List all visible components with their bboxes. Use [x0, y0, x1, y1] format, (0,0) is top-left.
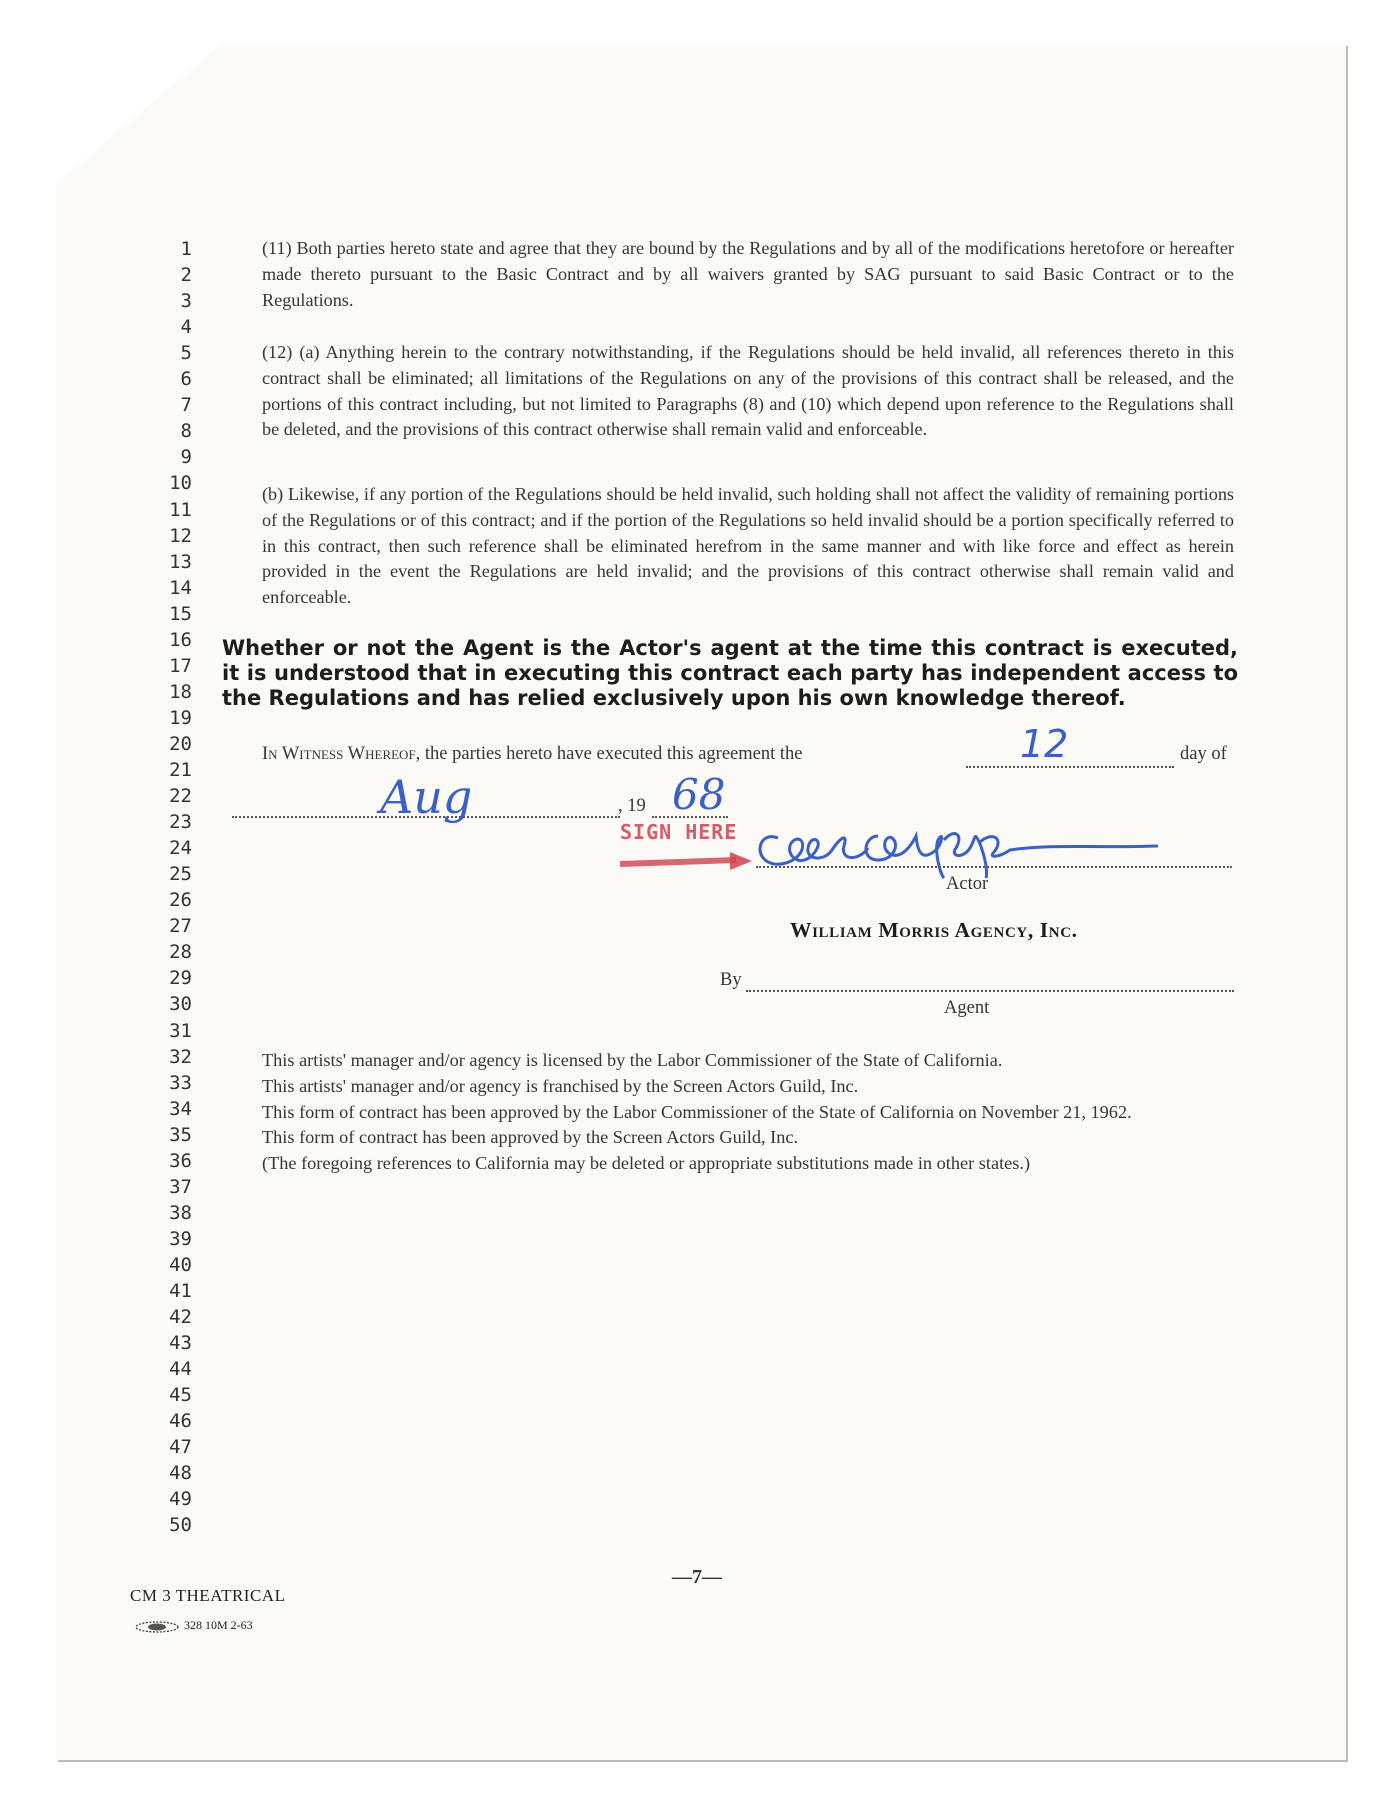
line-number: 34: [169, 1097, 192, 1120]
paragraph-12b-text: (b) Likewise, if any portion of the Regulations should be held invalid, such holding shall not affect the validity of remaining portions of the Regulations or of this contract; and if the portion of the Regulations so held invalid should be a portion specifically referred to in this contract, then such reference shall be eliminated herefrom in the same manner and with like force and effect as herein provided in the event the Regulations are held invalid; and the provisions of this contract otherwise shall remain valid and enforceable.: [262, 484, 1234, 608]
day-of-label: day of: [1180, 744, 1227, 764]
line-number: 40: [169, 1253, 192, 1276]
line-number: 46: [169, 1410, 192, 1433]
line-number: 4: [180, 316, 192, 339]
line-number: 30: [169, 993, 192, 1016]
line-number: 45: [169, 1384, 192, 1407]
line-number: 23: [169, 811, 192, 834]
notice-substitutions: (The foregoing references to California may be deleted or appropriate substitutions made in other states.): [262, 1153, 1031, 1174]
line-number: 29: [169, 967, 192, 990]
line-number: 9: [180, 446, 192, 469]
agency-name: William Morris Agency, Inc.: [790, 918, 1078, 942]
by-label: By: [720, 970, 742, 990]
line-number: 47: [169, 1436, 192, 1459]
line-number: 6: [180, 368, 192, 391]
line-number: 15: [169, 602, 192, 625]
licensing-notices: [262, 1048, 1234, 1177]
line-number: 13: [169, 550, 192, 573]
notice-sag-approval: This form of contract has been approved by the Screen Actors Guild, Inc.: [262, 1127, 799, 1148]
line-number: 32: [169, 1045, 192, 1068]
line-number: 28: [169, 941, 192, 964]
line-number: 27: [169, 915, 192, 938]
actor-label: Actor: [946, 874, 989, 894]
line-number: 7: [180, 394, 192, 417]
handwritten-day: 12: [1020, 722, 1069, 766]
line-number: 11: [169, 498, 192, 521]
handwritten-year: 68: [672, 770, 726, 819]
handwritten-month: Aug: [380, 770, 473, 824]
print-code: 328 10M 2-63: [184, 1618, 253, 1632]
actor-handwritten-signature: [748, 800, 1188, 880]
line-number: 50: [169, 1514, 192, 1537]
line-number: 8: [180, 420, 192, 443]
line-number: 31: [169, 1019, 192, 1042]
witness-clause: [262, 744, 802, 765]
notice-licensed: This artists' manager and/or agency is licensed by the Labor Commissioner of the State of California.: [262, 1050, 1003, 1070]
paragraph-11-text: (11) Both parties hereto state and agree that they are bound by the Regulations and by all of the modifications heretofore or hereafter made thereto pursuant to the Basic Contract and by all waivers granted by SAG pursuant to said Basic Contract or to the Regulations.: [262, 238, 1234, 310]
line-number: 1: [180, 238, 192, 260]
sign-here-arrow-icon: [618, 850, 758, 874]
witness-rest: , the parties hereto have executed this agreement the: [415, 744, 803, 764]
sign-here-stamp: SIGN HERE: [620, 820, 738, 844]
line-number: 25: [169, 863, 192, 886]
line-number: 35: [169, 1123, 192, 1146]
line-number: 14: [169, 576, 192, 599]
notice-labor-approval: This form of contract has been approved by the Labor Commissioner of the State of California on November 21, 1962.: [262, 1101, 1132, 1122]
line-number: 24: [169, 837, 192, 860]
line-number: 37: [169, 1175, 192, 1198]
line-number: 21: [169, 759, 192, 781]
line-number: 18: [169, 680, 192, 703]
line-number: 39: [169, 1227, 192, 1250]
page-number: —7—: [672, 1566, 722, 1588]
paragraph-11: [222, 236, 1234, 313]
line-number: 16: [169, 628, 192, 651]
union-label-icon: [134, 1620, 180, 1634]
line-number: 5: [180, 342, 192, 365]
witness-lead: In Witness Whereof: [262, 744, 416, 764]
line-number: 48: [169, 1462, 192, 1485]
line-number: 20: [169, 732, 192, 755]
line-number: 26: [169, 889, 192, 912]
line-number: 2: [180, 264, 192, 287]
form-code: CM 3 THEATRICAL: [130, 1586, 286, 1605]
line-number: 42: [169, 1306, 192, 1329]
paragraph-12a: [222, 340, 1234, 443]
line-number: 49: [169, 1488, 192, 1511]
bold-notice: Whether or not the Agent is the Actor's agent at the time this contract is executed, it is understood that in executing this contract each party has independent access to the Regulations and has relied exclusively upon his own knowledge thereof.: [222, 636, 1238, 710]
paragraph-12b: [222, 482, 1234, 611]
line-number: 12: [169, 524, 192, 547]
line-number: 44: [169, 1358, 192, 1381]
agent-label: Agent: [944, 998, 990, 1018]
paragraph-12a-text: (12) (a) Anything herein to the contrary notwithstanding, if the Regulations should be held invalid, all references thereto in this contract shall be eliminated; all limitations of the Regulations on any of the provisions of this contract shall be released, and the portions of this contract including, but not limited to Paragraphs (8) and (10) which depend upon reference to the Regulations shall be deleted, and the provisions of this contract otherwise shall remain valid and enforceable.: [262, 342, 1234, 440]
year-prefix: , 19: [618, 796, 646, 816]
line-number: 22: [169, 785, 192, 808]
notice-franchised: This artists' manager and/or agency is franchised by the Screen Actors Guild, Inc.: [262, 1075, 859, 1096]
agent-signature-blank: [746, 990, 1234, 992]
day-blank: [966, 766, 1174, 768]
line-number: 36: [169, 1149, 192, 1172]
line-number: 33: [169, 1071, 192, 1094]
line-number: 19: [169, 706, 192, 729]
line-number: 3: [180, 290, 192, 313]
line-number: 41: [169, 1280, 192, 1302]
line-number: 17: [169, 654, 192, 677]
line-number: 38: [169, 1201, 192, 1224]
line-number: 10: [169, 472, 192, 495]
line-number: 43: [169, 1332, 192, 1355]
